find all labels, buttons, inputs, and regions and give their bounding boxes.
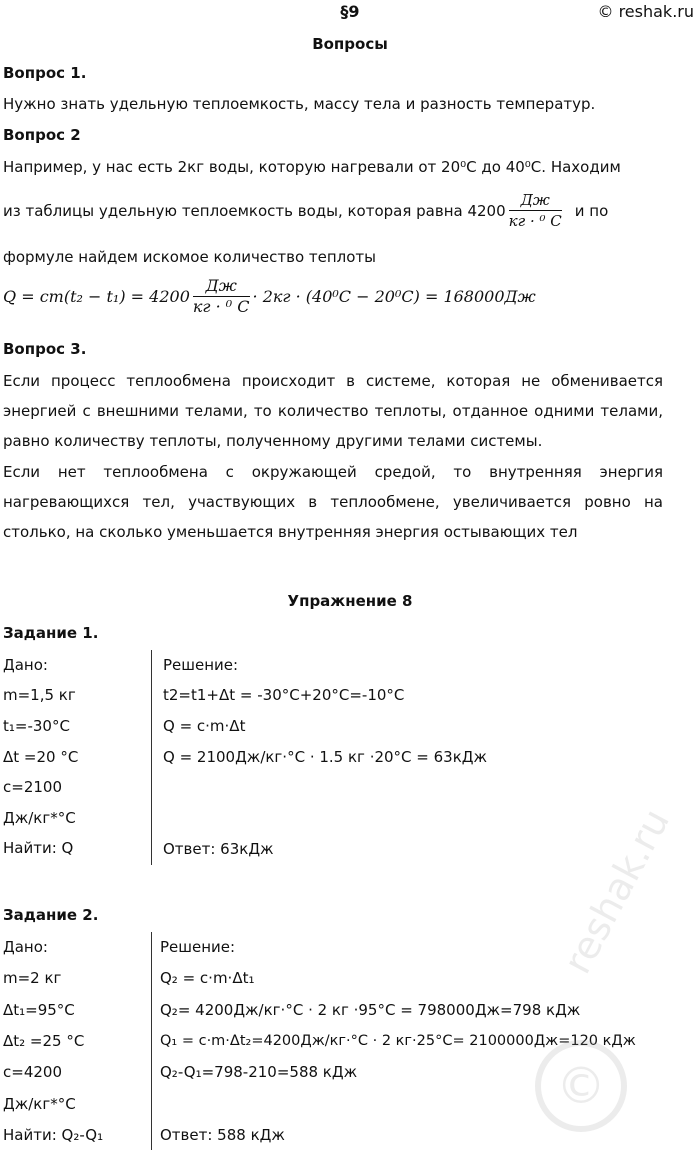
- task-2-solution-0: Решение:: [160, 938, 236, 956]
- task-1-solution-3: Q = 2100Дж/кг·°С · 1.5 кг ·20°С = 63кДж: [163, 748, 488, 766]
- task-1-divider: [151, 650, 152, 865]
- questions-heading: Вопросы: [312, 35, 388, 53]
- task-2-given-3: Δt₂ =25 °С: [3, 1032, 85, 1050]
- task-2-solution-4: Q₂-Q₁=798-210=588 кДж: [160, 1063, 358, 1081]
- formula-unit: [193, 276, 250, 317]
- question-3-title: Вопрос 3.: [3, 340, 87, 358]
- task-2-solution-2: Q₂= 4200Дж/кг·°С · 2 кг ·95°С = 798000Дж=798 кДж: [160, 1001, 581, 1019]
- task-2-title: Задание 2.: [3, 906, 99, 924]
- task-2-solution-1: Q₂ = c·m·Δt₁: [160, 969, 255, 987]
- formula-unit-denominator: кг · ⁰ С: [192, 297, 250, 316]
- section-number: §9: [340, 2, 360, 21]
- task-2-given-1: m=2 кг: [3, 969, 62, 987]
- task-1-given-1: m=1,5 кг: [3, 686, 76, 704]
- task-1-given-4: c=2100: [3, 778, 62, 796]
- formula-right: · 2кг · (40⁰С − 20⁰С) = 168000Дж: [252, 287, 536, 306]
- question-2-line-2-tail: и по: [574, 201, 609, 220]
- task-1-given-0: Дано:: [3, 656, 48, 674]
- watermark-text: reshak.ru: [555, 801, 678, 981]
- task-2-solution-3: Q₁ = c·m·Δt₂=4200Дж/кг·°С · 2 кг·25°С= 2100000Дж=120 кДж: [160, 1033, 636, 1049]
- task-2-given-0: Дано:: [3, 938, 48, 956]
- question-2-line-2: [3, 190, 663, 231]
- task-1-given-6: Найти: Q: [3, 839, 74, 857]
- task-1-given-3: Δt =20 °С: [3, 748, 79, 766]
- question-2-title: Вопрос 2: [3, 126, 81, 144]
- task-2-given-5: Дж/кг*°С: [3, 1095, 76, 1113]
- question-3-paragraph-1: Если процесс теплообмена происходит в системе, которая не обменивается энергией с внешними телами, то количество теплоты, отданное одними телами, равно количеству теплоты, полученному другими телами системы.: [3, 372, 663, 450]
- task-2-given-2: Δt₁=95°С: [3, 1001, 75, 1019]
- copyright-label: © reshak.ru: [597, 2, 694, 21]
- watermark-copyright-icon: ©: [535, 1040, 627, 1132]
- exercise-heading: Упражнение 8: [287, 592, 413, 610]
- question-2-line-3: формуле найдем искомое количество теплоты: [3, 248, 377, 266]
- task-1-solution-2: Q = c·m·Δt: [163, 717, 246, 735]
- task-2-given-4: c=4200: [3, 1063, 62, 1081]
- task-1-title: Задание 1.: [3, 624, 99, 642]
- unit-denominator: кг · ⁰ С: [508, 212, 562, 230]
- task-1-solution-1: t2=t1+Δt = -30°С+20°С=-10°С: [163, 686, 405, 704]
- task-1-answer: Ответ: 63кДж: [163, 840, 274, 858]
- formula-left: Q = cm(t₂ − t₁) = 4200: [3, 287, 190, 306]
- task-2-given-6: Найти: Q₂-Q₁: [3, 1126, 104, 1144]
- question-2-line-2-text: из таблицы удельную теплоемкость воды, которая равна 4200: [3, 201, 506, 220]
- formula-unit-numerator: Дж: [193, 276, 250, 297]
- unit-numerator: Дж: [509, 190, 562, 211]
- task-1-given-2: t₁=-30°С: [3, 717, 70, 735]
- question-1-text: Нужно знать удельную теплоемкость, массу тела и разность температур.: [3, 95, 596, 113]
- task-1-given-5: Дж/кг*°С: [3, 809, 76, 827]
- question-3-paragraph-2: Если нет теплообмена с окружающей средой, то внутренняя энергия нагревающихся тел, участвующих в теплообмене, увеличивается ровно на столько, на сколько уменьшается внутренняя энергия остывающих тел: [3, 463, 663, 541]
- question-2-line-1: Например, у нас есть 2кг воды, которую нагревали от 20⁰С до 40⁰С. Находим: [3, 158, 621, 176]
- task-2-answer: Ответ: 588 кДж: [160, 1126, 285, 1144]
- specific-heat-unit: [509, 190, 562, 231]
- task-1-solution-0: Решение:: [163, 656, 239, 674]
- task-2-divider: [151, 932, 152, 1150]
- heat-formula: [3, 276, 536, 317]
- question-1-title: Вопрос 1.: [3, 64, 87, 82]
